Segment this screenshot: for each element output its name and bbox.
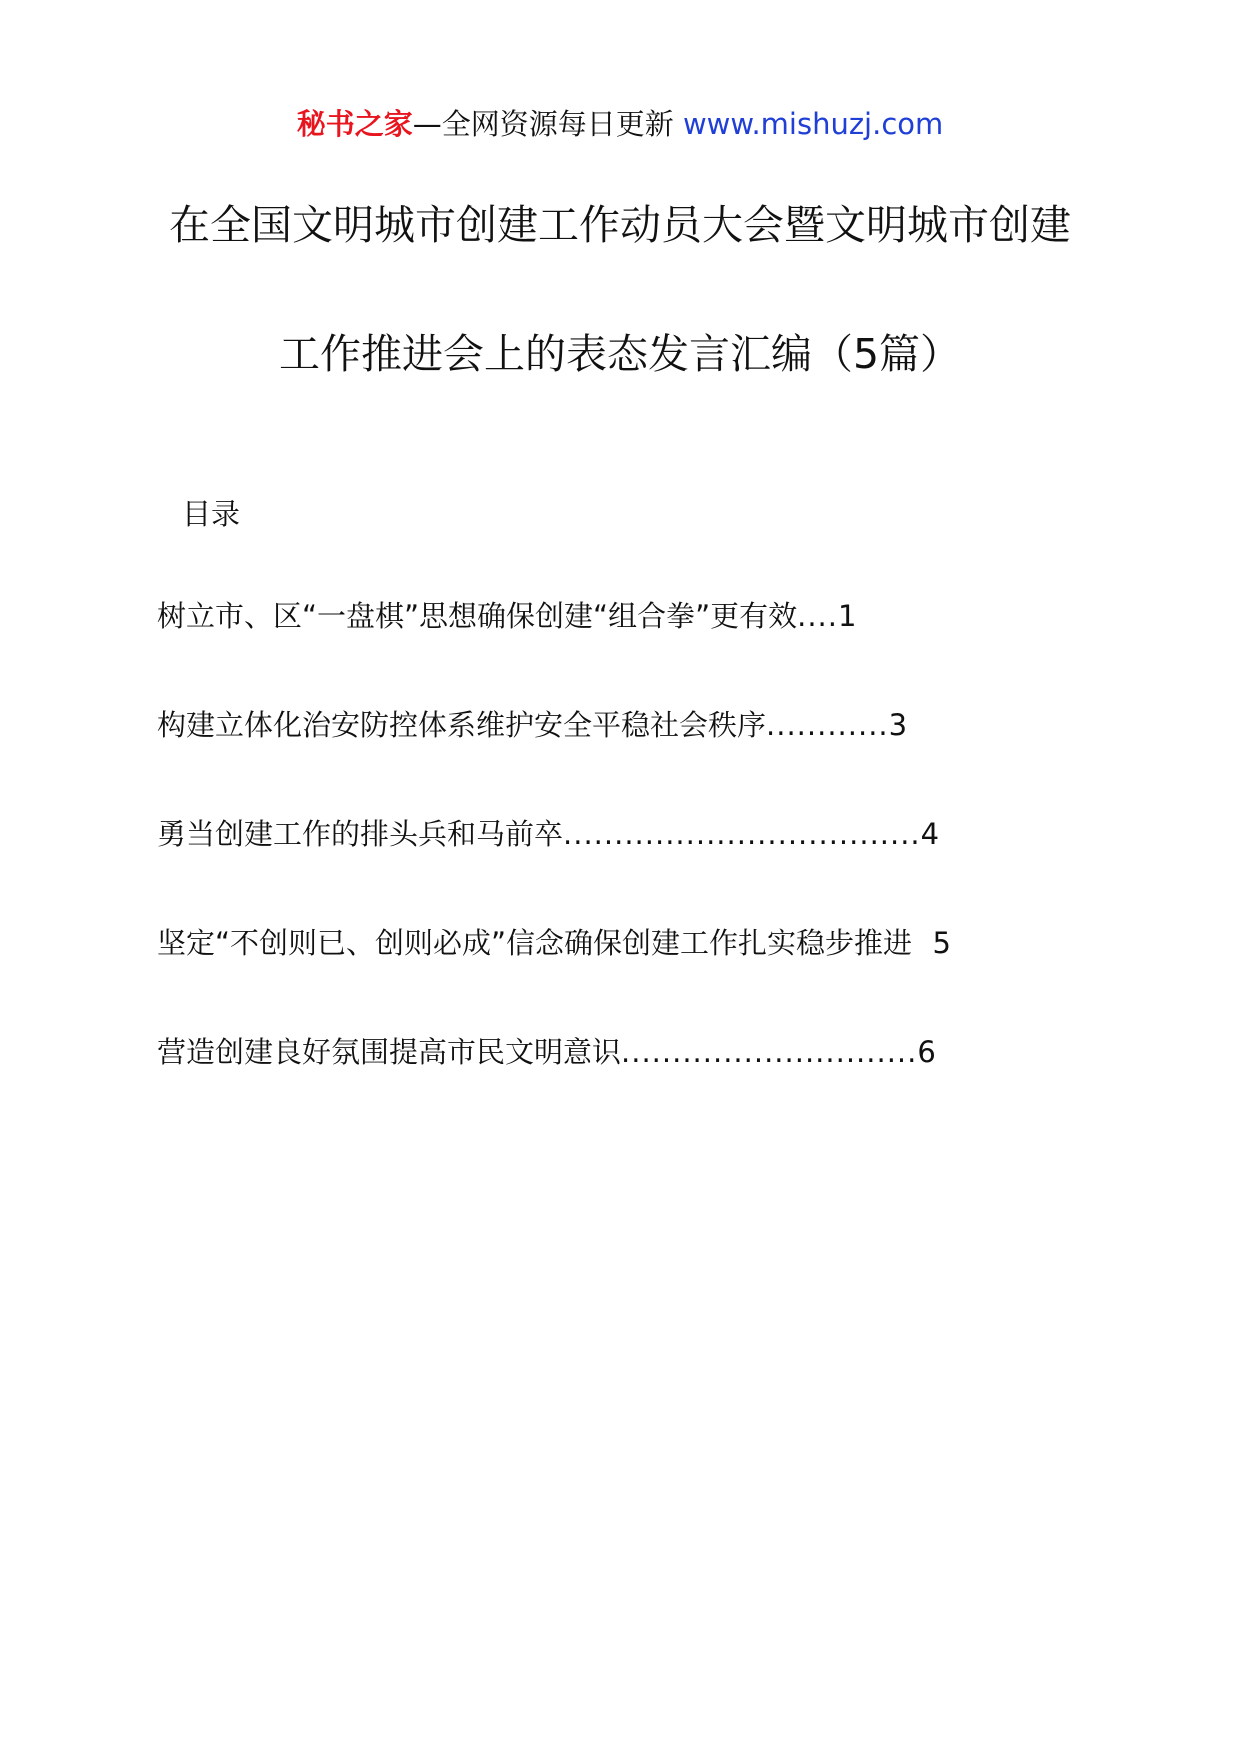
toc-entry[interactable] bbox=[157, 705, 1117, 814]
toc-entry-title: 树立市、区“一盘棋”思想确保创建“组合拳”更有效 bbox=[157, 599, 798, 633]
toc-page-number: 4 bbox=[920, 817, 940, 851]
toc-page-number: 1 bbox=[837, 599, 857, 633]
toc-page-number: 6 bbox=[917, 1035, 936, 1069]
toc-heading: 目录 bbox=[182, 497, 241, 531]
toc-dot-leader: .... bbox=[797, 599, 838, 633]
toc-entry-title: 营造创建良好氛围提高市民文明意识 bbox=[157, 1035, 622, 1069]
site-header bbox=[0, 104, 1240, 144]
toc-entry-title: 构建立体化治安防控体系维护安全平稳社会秩序 bbox=[157, 708, 767, 742]
table-of-contents bbox=[157, 596, 1117, 1141]
document-title-line-1: 在全国文明城市创建工作动员大会暨文明城市创建 bbox=[169, 201, 1071, 249]
toc-entry[interactable] bbox=[157, 814, 1117, 923]
site-url-link[interactable]: www.mishuzj.com bbox=[682, 107, 944, 141]
toc-entry[interactable] bbox=[157, 923, 1117, 1032]
toc-page-number: 3 bbox=[888, 708, 908, 742]
toc-entry-title: 勇当创建工作的排头兵和马前卒 bbox=[157, 817, 564, 851]
toc-dot-leader: ............................. bbox=[621, 1035, 918, 1069]
toc-page-number: 5 bbox=[932, 926, 951, 960]
toc-dot-leader bbox=[912, 923, 932, 963]
toc-dot-leader: ............ bbox=[766, 708, 889, 742]
brand-name: 秘书之家 bbox=[296, 107, 413, 141]
document-title-line-2: 工作推进会上的表态发言汇编（5篇） bbox=[278, 330, 962, 378]
toc-entry-title: 坚定“不创则已、创则必成”信念确保创建工作扎实稳步推进 bbox=[157, 926, 913, 960]
toc-dot-leader: ................................... bbox=[563, 817, 921, 851]
header-slogan: —全网资源每日更新 bbox=[412, 107, 683, 141]
toc-entry[interactable] bbox=[157, 596, 1117, 705]
toc-entry[interactable] bbox=[157, 1032, 1117, 1141]
